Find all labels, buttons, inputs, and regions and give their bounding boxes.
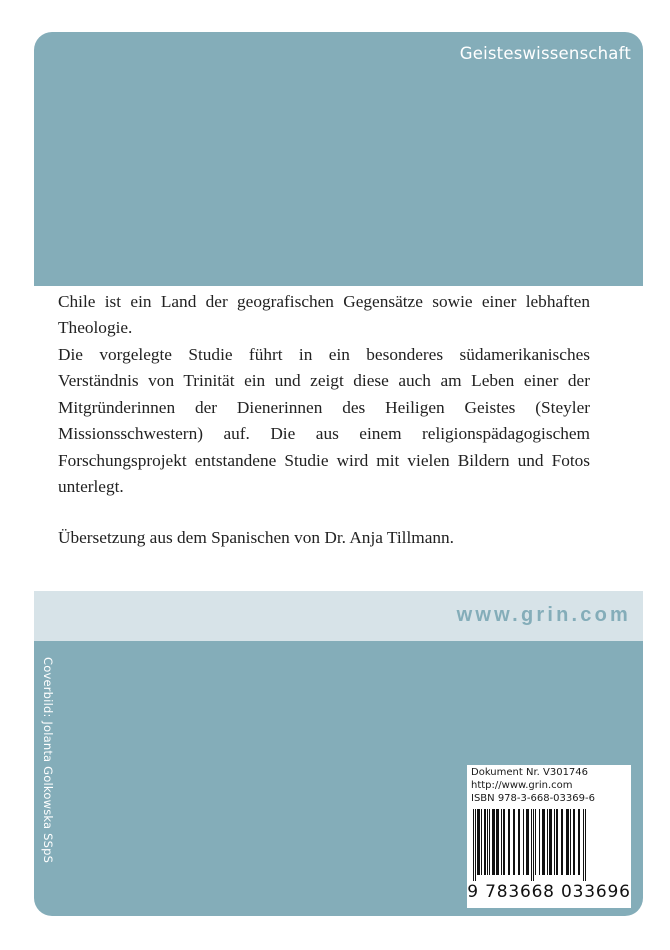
blurb-paragraph-1: Chile ist ein Land der geografischen Gegensätze sowie einer lebhaften Theologie.	[58, 292, 590, 338]
isbn-barcode	[471, 809, 627, 881]
translation-note: Übersetzung aus dem Spanischen von Dr. Anja Tillmann.	[58, 527, 454, 547]
cover-image-credit: Coverbild: Jolanta Golkowska SSpS	[41, 657, 55, 864]
bottom-color-panel	[34, 641, 643, 916]
category-label: Geisteswissenschaft	[459, 44, 631, 63]
publisher-url[interactable]: www.grin.com	[456, 604, 631, 626]
isbn-number: ISBN 978-3-668-03369-6	[471, 793, 595, 804]
barcode-label	[467, 765, 631, 908]
blurb-paragraph-2: Die vorgelegte Studie führt in ein besonderes südamerikanisches Verständnis von Trinität ein und zeigt diese auch am Leben einer der Mitgründerinnen der Dienerinnen des Heiligen Geistes (Steyler Missionsschwestern) auf. Die aus einem religionspädagogischem Forschungsprojekt entstandene Studie wird mit vielen Bildern und Fotos unterlegt.	[58, 344, 590, 497]
barcode-website: http://www.grin.com	[471, 780, 573, 791]
document-number: Dokument Nr. V301746	[471, 767, 589, 778]
back-cover-blurb	[58, 289, 590, 551]
barcode-digits: 9 783668 033696	[467, 882, 631, 902]
url-band	[34, 591, 643, 641]
top-color-panel	[34, 32, 643, 286]
